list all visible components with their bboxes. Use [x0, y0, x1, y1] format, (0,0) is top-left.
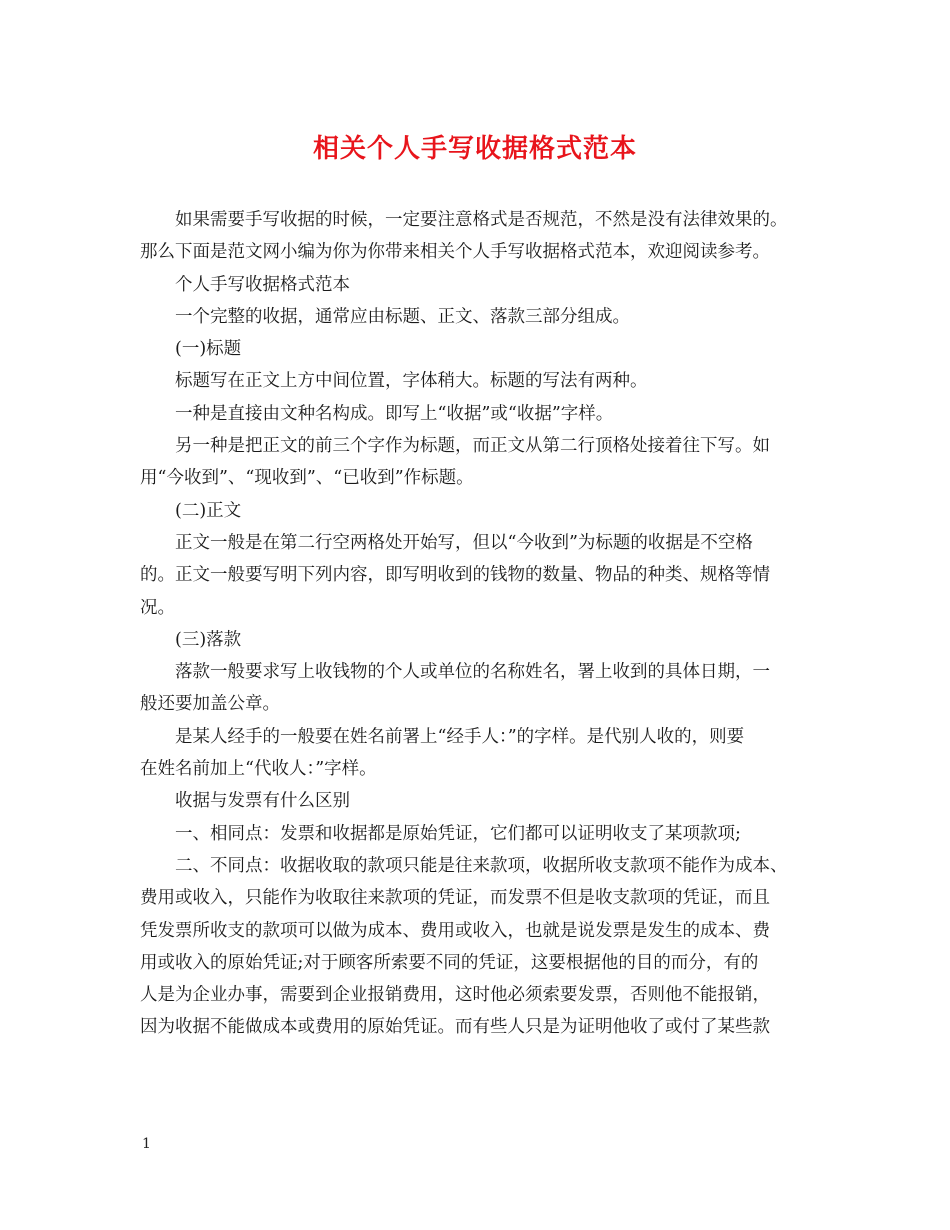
- text-line: 用“今收到”、“现收到”、“已收到”作标题。: [140, 468, 474, 489]
- document-body: [140, 204, 828, 1044]
- text-line: 收据与发票有什么区别: [175, 791, 350, 812]
- text-line: 是某人经手的一般要在姓名前署上“经手人：”的字样。是代别人收的，则要: [175, 726, 745, 747]
- text-line: 一个完整的收据，通常应由标题、正文、落款三部分组成。: [175, 306, 630, 327]
- text-line: 人是为企业办事，需要到企业报销费用，这时他必须索要发票，否则他不能报销，: [140, 985, 770, 1006]
- text-line: 正文一般是在第二行空两格处开始写，但以“今收到”为标题的收据是不空格: [175, 532, 753, 553]
- text-line: 个人手写收据格式范本: [175, 274, 350, 295]
- text-line: 的。正文一般要写明下列内容，即写明收到的钱物的数量、物品的种类、规格等情: [140, 565, 770, 586]
- text-line: (二)正文: [175, 500, 242, 521]
- page-number: 1: [142, 1136, 151, 1152]
- text-line: 般还要加盖公章。: [140, 694, 280, 715]
- text-line: 二、不同点：收据收取的款项只能是往来款项，收据所收支款项不能作为成本、: [175, 855, 788, 876]
- text-line: 费用或收入，只能作为收取往来款项的凭证，而发票不但是收支款项的凭证，而且: [140, 888, 770, 909]
- text-line: 标题写在正文上方中间位置，字体稍大。标题的写法有两种。: [175, 371, 648, 392]
- text-line: 一种是直接由文种名构成。即写上“收据”或“收据”字样。: [175, 403, 614, 424]
- text-line: 落款一般要求写上收钱物的个人或单位的名称姓名，署上收到的具体日期，一: [175, 662, 770, 683]
- text-line: 在姓名前加上“代收人：”字样。: [140, 759, 377, 780]
- text-line: (三)落款: [175, 629, 242, 650]
- text-line: 况。: [140, 597, 175, 618]
- text-line: 如果需要手写收据的时候，一定要注意格式是否规范，不然是没有法律效果的。: [175, 210, 788, 230]
- text-line: 一、相同点：发票和收据都是原始凭证，它们都可以证明收支了某项款项;: [175, 823, 741, 844]
- text-line: 用或收入的原始凭证;对于顾客所索要不同的凭证，这要根据他的目的而分，有的: [140, 952, 759, 973]
- text-line: 那么下面是范文网小编为你为你带来相关个人手写收据格式范本，欢迎阅读参考。: [140, 242, 770, 263]
- text-line: 凭发票所收支的款项可以做为成本、费用或收入，也就是说发票是发生的成本、费: [140, 920, 770, 941]
- document-title: 相关个人手写收据格式范本: [312, 134, 637, 164]
- text-line: 因为收据不能做成本或费用的原始凭证。而有些人只是为证明他收了或付了某些款: [140, 1017, 770, 1038]
- text-line: 另一种是把正文的前三个字作为标题，而正文从第二行顶格处接着往下写。如: [175, 436, 770, 457]
- text-line: (一)标题: [175, 339, 242, 360]
